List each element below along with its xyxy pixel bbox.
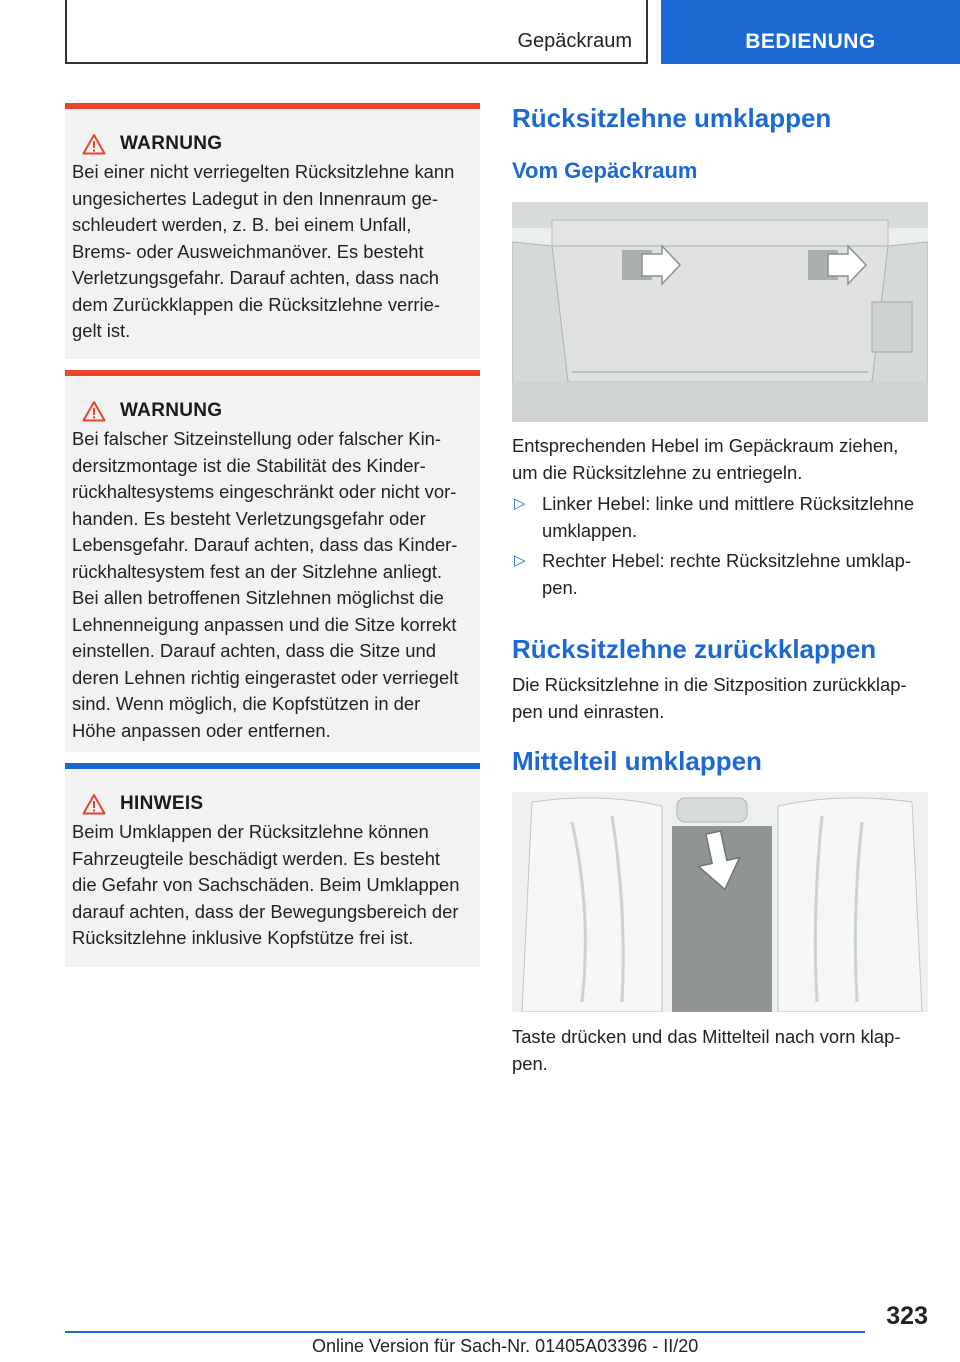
warning-text: Bei einer nicht verriegelten Rücksitzlehne kann ungesichertes Ladegut in den Innenraum ge- schleudert werden, z. B. bei einem Unfall, Brems- oder Ausweichmanöver. Es besteht Verletzungsgefahr. Darauf achten, dass nach dem Zurückklappen die Rücksitzlehne verrie- gelt ist. (72, 161, 455, 341)
warning-box-2 (65, 370, 480, 752)
bullet-right-lever: ▷ Rechter Hebel: rechte Rücksitzlehne umklap- pen. (514, 550, 911, 598)
rear-seat-illustration (512, 792, 928, 1012)
bullet-triangle-icon: ▷ (514, 495, 526, 512)
section-title: Gepäckraum (517, 30, 632, 52)
warning-box-1 (65, 103, 480, 359)
warning-triangle-icon (82, 400, 106, 422)
warning-title: WARNUNG (120, 400, 223, 421)
trunk-instruction: Entsprechenden Hebel im Gepäckraum ziehen, um die Rücksitzlehne zu entriegeln. (512, 435, 899, 483)
hint-box (65, 763, 480, 967)
chapter-tab[interactable]: BEDIENUNG (661, 0, 960, 64)
hint-text: Beim Umklappen der Rücksitzlehne können Fahrzeugteile beschädigt werden. Es besteht die Gefahr von Sachschäden. Beim Umklappen darauf achten, dass der Bewegungsbereich der Rücksitzlehne inklusive Kopfstütze frei ist. (72, 821, 460, 948)
hint-bar (65, 763, 480, 769)
rear-seat-image (512, 792, 928, 1012)
warning-triangle-icon (82, 133, 106, 155)
footer-online-version: Online Version für Sach-Nr. 01405A03396 - II/20 (312, 1336, 699, 1356)
header-section-box (65, 0, 648, 64)
trunk-illustration (512, 202, 928, 422)
warning-bar (65, 103, 480, 109)
fold-back-instruction: Die Rücksitzlehne in die Sitzposition zurückklap- pen und einrasten. (512, 674, 907, 722)
bullet-left-lever: ▷ Linker Hebel: linke und mittlere Rücksitzlehne umklappen. (514, 493, 915, 541)
bullet-triangle-icon: ▷ (514, 552, 526, 569)
page-number: 323 (886, 1302, 928, 1330)
middle-instruction: Taste drücken und das Mittelteil nach vorn klap- pen. (512, 1026, 901, 1074)
warning-bar (65, 370, 480, 376)
footer-divider (65, 1331, 865, 1333)
hint-title: HINWEIS (120, 793, 204, 814)
subheading-from-trunk: Vom Gepäckraum (512, 158, 698, 183)
trunk-image (512, 202, 928, 422)
hint-triangle-icon (82, 793, 106, 815)
warning-text: Bei falscher Sitzeinstellung oder falscher Kin- dersitzmontage ist die Stabilität des Kinder- rückhaltesystems eingeschränkt oder nicht vor- handen. Es besteht Verletzungsgefahr oder Lebensgefahr. Darauf achten, dass das Kinder- rückhaltesystem fest an der Sitzlehne anliegt. Bei allen betroffenen Sitzlehnen möglichst die Lehnenneigung anpassen und die Sitze korrekt einstellen. Darauf achten, dass die Sitze und deren Lehnen richtig eingerastet oder verriegelt sind. Wenn möglich, die Kopfstützen in der Höhe anpassen oder entfernen. (72, 428, 459, 741)
warning-title: WARNUNG (120, 133, 223, 154)
heading-fold-back: Rücksitzlehne zurückklappen (512, 634, 877, 664)
heading-fold-backrest: Rücksitzlehne umklappen (512, 103, 832, 133)
heading-middle-section: Mittelteil umklappen (512, 746, 762, 776)
